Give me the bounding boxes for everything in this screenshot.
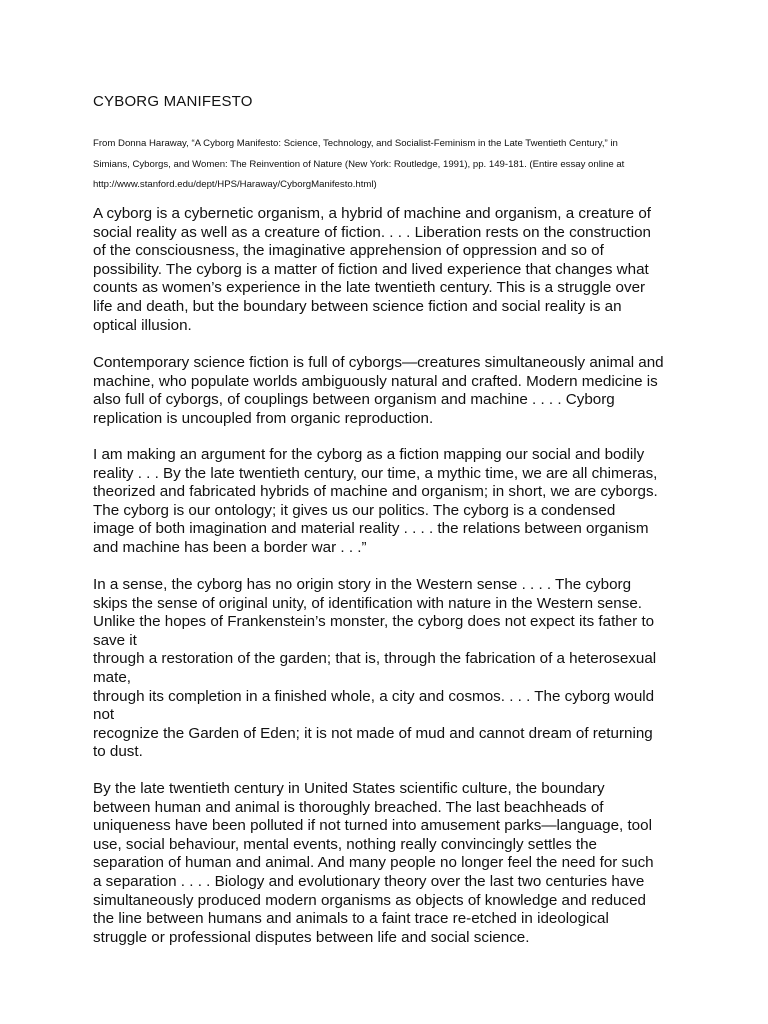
paragraph-2 [93,354,693,428]
text-line: mate, [93,668,131,686]
text-line: image of both imagination and material reality . . . . the relations between organism [93,520,649,538]
text-line: not [93,706,115,724]
document-title: CYBORG MANIFESTO [93,93,253,110]
text-line: In a sense, the cyborg has no origin story in the Western sense . . . . The cyborg [93,576,632,593]
text-line: and machine has been a border war . . .” [93,538,367,556]
text-line: Unlike the hopes of Frankenstein’s monster, the cyborg does not expect its father to [93,613,655,631]
text-line: of the consciousness, the imaginative apprehension of oppression and so of [93,242,604,260]
text-line: The cyborg is our ontology; it gives us our politics. The cyborg is a condensed [93,501,616,519]
text-line: possibility. The cyborg is a matter of fiction and lived experience that changes what [93,260,649,278]
paragraph-5 [93,780,693,947]
source-citation [93,134,683,196]
text-line: Contemporary science fiction is full of cyborgs—creatures simultaneously animal and [93,354,664,371]
text-line: the line between humans and animals to a faint trace re-etched in ideological [93,910,609,928]
paragraph-4 [93,576,693,762]
citation-line: From Donna Haraway, “A Cyborg Manifesto: Science, Technology, and Socialist-Feminism in the Late Twentieth Century,” in [93,138,618,149]
paragraph-3 [93,446,693,558]
text-line: optical illusion. [93,316,192,334]
text-line: save it [93,631,137,649]
text-line: use, social behaviour, mental events, nothing really convincingly settles the [93,835,598,853]
citation-line: Simians, Cyborgs, and Women: The Reinvention of Nature (New York: Routledge, 1991), pp. 149-181. (Entire essay online at [93,158,625,170]
text-line: replication is uncoupled from organic reproduction. [93,409,434,427]
text-line: counts as women’s experience in the late twentieth century. This is a struggle over [93,279,646,297]
text-line: skips the sense of original unity, of identification with nature in the Western sense. [93,594,643,612]
paragraph-1 [93,205,693,335]
text-line: simultaneously produced modern organisms as objects of knowledge and reduced [93,891,646,909]
text-line: A cyborg is a cybernetic organism, a hybrid of machine and organism, a creature of [93,205,651,222]
citation-line: http://www.stanford.edu/dept/HPS/Haraway/CyborgManifesto.html) [93,179,377,190]
text-line: I am making an argument for the cyborg as a fiction mapping our social and bodily [93,446,645,463]
text-line: machine, who populate worlds ambiguously natural and crafted. Modern medicine is [93,372,658,390]
text-line: By the late twentieth century in United States scientific culture, the boundary [93,780,605,797]
text-line: also full of cyborgs, of couplings between organism and machine . . . . Cyborg [93,391,615,409]
text-line: reality . . . By the late twentieth century, our time, a mythic time, we are all chimeras, [93,464,658,482]
text-line: through its completion in a finished whole, a city and cosmos. . . . The cyborg would [93,687,655,705]
text-line: recognize the Garden of Eden; it is not made of mud and cannot dream of returning [93,724,653,742]
text-line: between human and animal is thoroughly breached. The last beachheads of [93,798,604,816]
text-line: a separation . . . . Biology and evolutionary theory over the last two centuries have [93,872,645,890]
text-line: separation of human and animal. And many people no longer feel the need for such [93,854,654,872]
text-line: social reality as well as a creature of fiction. . . . Liberation rests on the construction [93,223,651,241]
text-line: to dust. [93,743,143,761]
text-line: struggle or professional disputes between life and social science. [93,928,530,946]
text-line: uniqueness have been polluted if not turned into amusement parks—language, tool [93,817,652,835]
text-line: through a restoration of the garden; that is, through the fabrication of a heterosexual [93,650,657,668]
text-line: theorized and fabricated hybrids of machine and organism; in short, we are cyborgs. [93,483,658,501]
text-line: life and death, but the boundary between science fiction and social reality is an [93,297,622,315]
